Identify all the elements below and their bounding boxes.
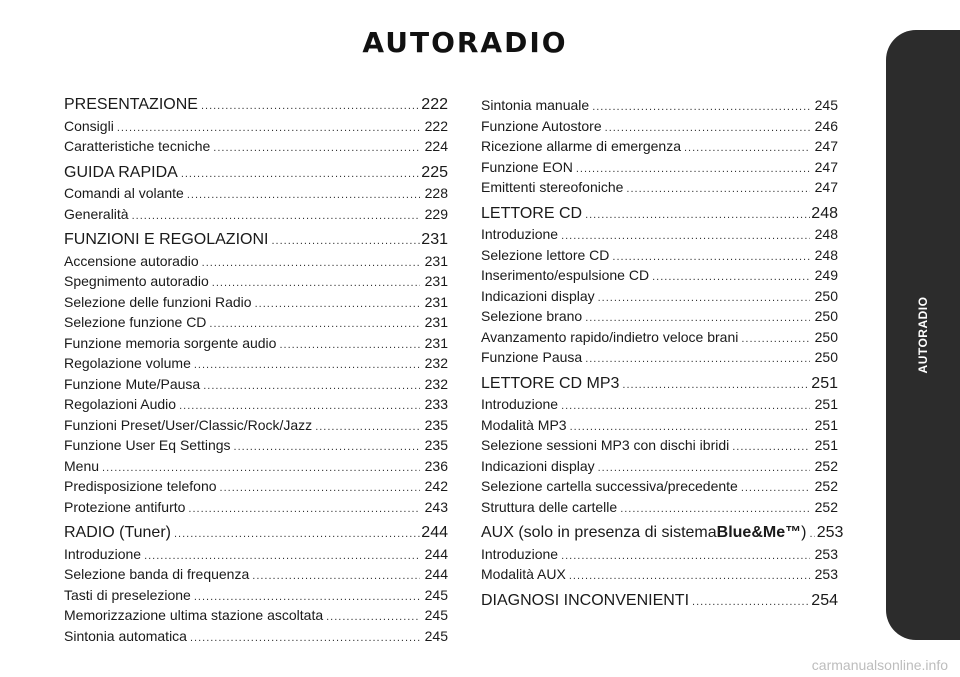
toc-entry[interactable] bbox=[481, 327, 838, 348]
toc-section-heading[interactable] bbox=[64, 230, 448, 251]
toc-section-heading[interactable] bbox=[481, 374, 838, 395]
page-title: AUTORADIO bbox=[362, 26, 568, 59]
toc-page-number: 244 bbox=[421, 524, 448, 541]
toc-entry[interactable] bbox=[64, 136, 448, 157]
toc-dot-leader bbox=[612, 247, 810, 268]
toc-page-number: 228 bbox=[424, 185, 448, 201]
toc-entry-label: Sintonia automatica bbox=[64, 627, 187, 644]
toc-dot-leader bbox=[684, 138, 810, 159]
toc-entry[interactable] bbox=[64, 605, 448, 626]
toc-entry[interactable] bbox=[64, 292, 448, 313]
toc-entry-label: Selezione cartella successiva/precedente bbox=[481, 478, 738, 494]
toc-page-number: 251 bbox=[814, 416, 838, 433]
toc-page-number: 231 bbox=[424, 252, 448, 269]
toc-entry[interactable] bbox=[481, 157, 838, 178]
toc-page-number: 222 bbox=[421, 96, 448, 113]
toc-dot-leader bbox=[598, 458, 810, 479]
toc-dot-leader bbox=[576, 159, 810, 180]
toc-page-number: 247 bbox=[814, 179, 838, 195]
toc-dot-leader bbox=[569, 566, 810, 587]
toc-dot-leader bbox=[117, 118, 420, 139]
toc-dot-leader bbox=[201, 96, 420, 117]
toc-entry-label: Selezione lettore CD bbox=[481, 246, 610, 263]
toc-page-number: 242 bbox=[424, 478, 448, 494]
toc-entry-label: Indicazioni display bbox=[481, 287, 595, 304]
toc-section-heading[interactable] bbox=[481, 523, 844, 544]
toc-entry-label: RADIO (Tuner) bbox=[64, 524, 171, 541]
toc-page-number: 252 bbox=[814, 498, 838, 515]
toc-right-column bbox=[481, 95, 844, 611]
toc-page-number: 252 bbox=[814, 478, 838, 494]
section-tab-label: AUTORADIO bbox=[916, 296, 930, 374]
toc-page-number: 245 bbox=[424, 607, 448, 623]
toc-entry[interactable] bbox=[64, 497, 448, 518]
toc-entry-label: Selezione sessioni MP3 con dischi ibridi bbox=[481, 437, 730, 453]
toc-entry-label-end: ) bbox=[801, 524, 807, 541]
toc-dot-leader bbox=[190, 628, 420, 649]
toc-entry[interactable] bbox=[481, 177, 838, 198]
toc-dot-leader bbox=[592, 97, 810, 118]
toc-entry[interactable] bbox=[64, 204, 448, 225]
toc-entry-label: GUIDA RAPIDA bbox=[64, 163, 178, 181]
toc-entry-label: Tasti di preselezione bbox=[64, 586, 191, 603]
toc-page-number: 249 bbox=[814, 267, 838, 283]
toc-dot-leader bbox=[692, 592, 810, 613]
toc-entry-label: LETTORE CD bbox=[481, 204, 583, 222]
toc-entry[interactable] bbox=[64, 353, 448, 374]
toc-entry-label: AUX (solo in presenza di sistema bbox=[481, 524, 717, 541]
toc-entry-label: Modalità MP3 bbox=[481, 416, 567, 433]
toc-section-heading[interactable] bbox=[64, 163, 448, 184]
toc-dot-leader bbox=[212, 273, 420, 294]
toc-dot-leader bbox=[620, 499, 810, 520]
toc-entry[interactable] bbox=[481, 286, 838, 307]
toc-section-heading[interactable] bbox=[64, 95, 448, 116]
toc-page-number: 251 bbox=[814, 437, 838, 453]
toc-entry[interactable] bbox=[64, 374, 448, 395]
toc-dot-leader bbox=[194, 587, 420, 608]
toc-dot-leader bbox=[741, 329, 810, 350]
toc-entry-label: Consigli bbox=[64, 117, 114, 134]
toc-entry-label: Protezione antifurto bbox=[64, 498, 186, 515]
toc-entry-label: FUNZIONI E REGOLAZIONI bbox=[64, 231, 269, 248]
toc-dot-leader bbox=[102, 458, 420, 479]
toc-entry[interactable] bbox=[64, 333, 448, 354]
toc-dot-leader bbox=[220, 478, 420, 499]
toc-dot-leader bbox=[187, 185, 420, 206]
toc-page-number: 253 bbox=[816, 524, 844, 541]
toc-entry-label: Modalità AUX bbox=[481, 566, 566, 582]
toc-dot-leader bbox=[144, 546, 420, 567]
toc-page-number: 232 bbox=[424, 375, 448, 392]
toc-entry-label: DIAGNOSI INCONVENIENTI bbox=[481, 591, 690, 609]
toc-entry[interactable] bbox=[64, 312, 448, 333]
toc-entry-label: Menu bbox=[64, 457, 100, 474]
toc-entry-brand: Blue&Me™ bbox=[716, 524, 802, 541]
toc-entry[interactable] bbox=[481, 136, 838, 157]
toc-dot-leader bbox=[174, 524, 420, 545]
toc-page-number: 244 bbox=[424, 545, 448, 562]
toc-page-number: 233 bbox=[424, 396, 448, 412]
toc-dot-leader bbox=[194, 355, 420, 376]
toc-page-number: 231 bbox=[424, 334, 448, 351]
toc-dot-leader bbox=[741, 478, 810, 499]
toc-entry[interactable] bbox=[64, 183, 448, 204]
toc-entry-label: Funzione EON bbox=[481, 158, 573, 175]
toc-dot-leader bbox=[188, 499, 420, 520]
toc-dot-leader bbox=[605, 118, 810, 139]
toc-page-number: 231 bbox=[424, 314, 448, 330]
toc-page-number: 250 bbox=[814, 308, 838, 324]
toc-dot-leader bbox=[585, 349, 810, 370]
toc-page-number: 247 bbox=[814, 138, 838, 154]
toc-section-heading[interactable] bbox=[481, 591, 838, 612]
toc-page-number: 251 bbox=[814, 396, 838, 412]
toc-entry-label: Selezione funzione CD bbox=[64, 314, 207, 330]
toc-dot-leader bbox=[732, 437, 810, 458]
toc-dot-leader bbox=[213, 138, 420, 159]
toc-page-number: 246 bbox=[814, 117, 838, 134]
toc-page-number: 225 bbox=[421, 163, 448, 181]
toc-entry[interactable] bbox=[64, 564, 448, 585]
toc-dot-leader bbox=[561, 226, 810, 247]
toc-entry[interactable] bbox=[64, 626, 448, 647]
toc-entry-label: Sintonia manuale bbox=[481, 97, 590, 113]
toc-page-number: 236 bbox=[424, 457, 448, 474]
toc-page-number: 231 bbox=[421, 231, 448, 248]
toc-entry[interactable] bbox=[481, 116, 838, 137]
toc-entry[interactable] bbox=[64, 271, 448, 292]
toc-page-number: 229 bbox=[424, 205, 448, 222]
toc-page-number: 235 bbox=[424, 437, 448, 453]
toc-page-number: 250 bbox=[814, 349, 838, 365]
toc-entry-label: Introduzione bbox=[64, 545, 142, 562]
toc-entry-label: Selezione banda di frequenza bbox=[64, 566, 250, 582]
toc-entry-label: Funzione Autostore bbox=[481, 117, 602, 134]
toc-entry[interactable] bbox=[64, 476, 448, 497]
toc-entry-label: Regolazione volume bbox=[64, 355, 191, 371]
toc-entry-label: Funzione memoria sorgente audio bbox=[64, 334, 277, 351]
toc-page-number: 231 bbox=[424, 293, 448, 310]
toc-dot-leader bbox=[181, 164, 420, 185]
toc-dot-leader bbox=[132, 206, 420, 227]
toc-entry[interactable] bbox=[481, 95, 838, 116]
toc-section-heading[interactable] bbox=[64, 523, 448, 544]
toc-page-number: 245 bbox=[424, 586, 448, 603]
toc-dot-leader bbox=[234, 437, 420, 458]
toc-page-number: 222 bbox=[424, 117, 448, 134]
toc-dot-leader bbox=[203, 376, 420, 397]
toc-entry-label: Avanzamento rapido/indietro veloce brani bbox=[481, 328, 739, 345]
toc-entry[interactable] bbox=[64, 456, 448, 477]
toc-entry-label: Introduzione bbox=[481, 226, 559, 242]
toc-entry-label: Funzioni Preset/User/Classic/Rock/Jazz bbox=[64, 416, 313, 433]
toc-page-number: 244 bbox=[424, 566, 448, 582]
toc-dot-leader bbox=[179, 396, 420, 417]
toc-dot-leader bbox=[598, 288, 810, 309]
toc-page-number: 243 bbox=[424, 498, 448, 515]
toc-page-number: 248 bbox=[811, 204, 838, 222]
toc-dot-leader bbox=[652, 267, 810, 288]
toc-page-number: 248 bbox=[814, 226, 838, 242]
toc-dot-leader bbox=[209, 314, 420, 335]
toc-entry[interactable] bbox=[64, 251, 448, 272]
toc-entry-label: Generalità bbox=[64, 205, 129, 222]
toc-page-number: 232 bbox=[424, 355, 448, 371]
toc-dot-leader bbox=[626, 179, 810, 200]
toc-entry[interactable] bbox=[481, 415, 838, 436]
toc-page-number: 250 bbox=[814, 287, 838, 304]
toc-entry-label: Accensione autoradio bbox=[64, 252, 199, 269]
toc-entry[interactable] bbox=[481, 497, 838, 518]
toc-dot-leader bbox=[271, 231, 420, 252]
toc-entry-label: Selezione brano bbox=[481, 308, 583, 324]
toc-dot-leader bbox=[570, 417, 810, 438]
toc-entry-label: PRESENTAZIONE bbox=[64, 96, 198, 113]
toc-page-number: 253 bbox=[814, 545, 838, 562]
toc-entry[interactable] bbox=[64, 394, 448, 415]
toc-entry-label: Funzione User Eq Settings bbox=[64, 437, 231, 453]
toc-entry-label: Selezione delle funzioni Radio bbox=[64, 293, 252, 310]
toc-dot-leader bbox=[279, 335, 420, 356]
toc-dot-leader bbox=[561, 396, 810, 417]
toc-entry[interactable] bbox=[64, 544, 448, 565]
toc-dot-leader bbox=[585, 205, 810, 226]
toc-page-number: 224 bbox=[424, 138, 448, 154]
toc-entry-label: Predisposizione telefono bbox=[64, 478, 217, 494]
toc-dot-leader bbox=[202, 253, 420, 274]
toc-entry[interactable] bbox=[481, 265, 838, 286]
toc-entry[interactable] bbox=[481, 564, 838, 585]
toc-entry[interactable] bbox=[64, 415, 448, 436]
toc-entry-label: LETTORE CD MP3 bbox=[481, 374, 620, 392]
toc-entry-label: Inserimento/espulsione CD bbox=[481, 267, 650, 283]
toc-dot-leader bbox=[561, 546, 810, 567]
toc-dot-leader bbox=[326, 607, 420, 628]
toc-entry[interactable] bbox=[481, 435, 838, 456]
toc-entry[interactable] bbox=[481, 245, 838, 266]
toc-entry[interactable] bbox=[481, 476, 838, 497]
toc-entry[interactable] bbox=[481, 347, 838, 368]
toc-entry[interactable] bbox=[481, 544, 838, 565]
toc-entry[interactable] bbox=[64, 585, 448, 606]
toc-entry-label: Funzione Mute/Pausa bbox=[64, 375, 201, 392]
toc-dot-leader bbox=[252, 566, 420, 587]
toc-dot-leader bbox=[585, 308, 810, 329]
toc-section-heading[interactable] bbox=[481, 204, 838, 225]
toc-entry-label: Indicazioni display bbox=[481, 457, 595, 474]
toc-page-number: 235 bbox=[424, 416, 448, 433]
toc-entry[interactable] bbox=[64, 116, 448, 137]
toc-entry-label: Emittenti stereofoniche bbox=[481, 179, 624, 195]
toc-entry-label: Introduzione bbox=[481, 545, 559, 562]
page-number: 221 bbox=[889, 636, 931, 660]
toc-dot-leader bbox=[315, 417, 420, 438]
toc-entry[interactable] bbox=[64, 435, 448, 456]
toc-entry-label: Spegnimento autoradio bbox=[64, 273, 209, 289]
toc-entry-label: Funzione Pausa bbox=[481, 349, 583, 365]
toc-page-number: 250 bbox=[814, 328, 838, 345]
toc-page-number: 253 bbox=[814, 566, 838, 582]
toc-entry-label: Introduzione bbox=[481, 396, 559, 412]
toc-entry[interactable] bbox=[481, 394, 838, 415]
toc-entry[interactable] bbox=[481, 456, 838, 477]
toc-entry[interactable] bbox=[481, 224, 838, 245]
toc-entry-label: Memorizzazione ultima stazione ascoltata bbox=[64, 607, 324, 623]
toc-entry-label: Regolazioni Audio bbox=[64, 396, 177, 412]
watermark: carmanualsonline.info bbox=[811, 657, 948, 673]
toc-dot-leader bbox=[622, 375, 810, 396]
toc-entry-label: Ricezione allarme di emergenza bbox=[481, 138, 681, 154]
toc-dot-leader bbox=[255, 294, 420, 315]
toc-page-number: 231 bbox=[424, 273, 448, 289]
toc-page-number: 254 bbox=[811, 591, 838, 609]
toc-page-number: 251 bbox=[811, 374, 838, 392]
toc-left-column bbox=[64, 95, 448, 646]
toc-entry[interactable] bbox=[481, 306, 838, 327]
toc-page-number: 245 bbox=[814, 97, 838, 113]
section-tab bbox=[886, 30, 960, 640]
toc-entry-label: Caratteristiche tecniche bbox=[64, 138, 211, 154]
toc-entry-label: Comandi al volante bbox=[64, 185, 184, 201]
toc-page-number: 252 bbox=[814, 457, 838, 474]
toc-page-number: 247 bbox=[814, 158, 838, 175]
toc-page-number: 248 bbox=[814, 246, 838, 263]
toc-entry-label: Struttura delle cartelle bbox=[481, 498, 618, 515]
toc-page-number: 245 bbox=[424, 627, 448, 644]
